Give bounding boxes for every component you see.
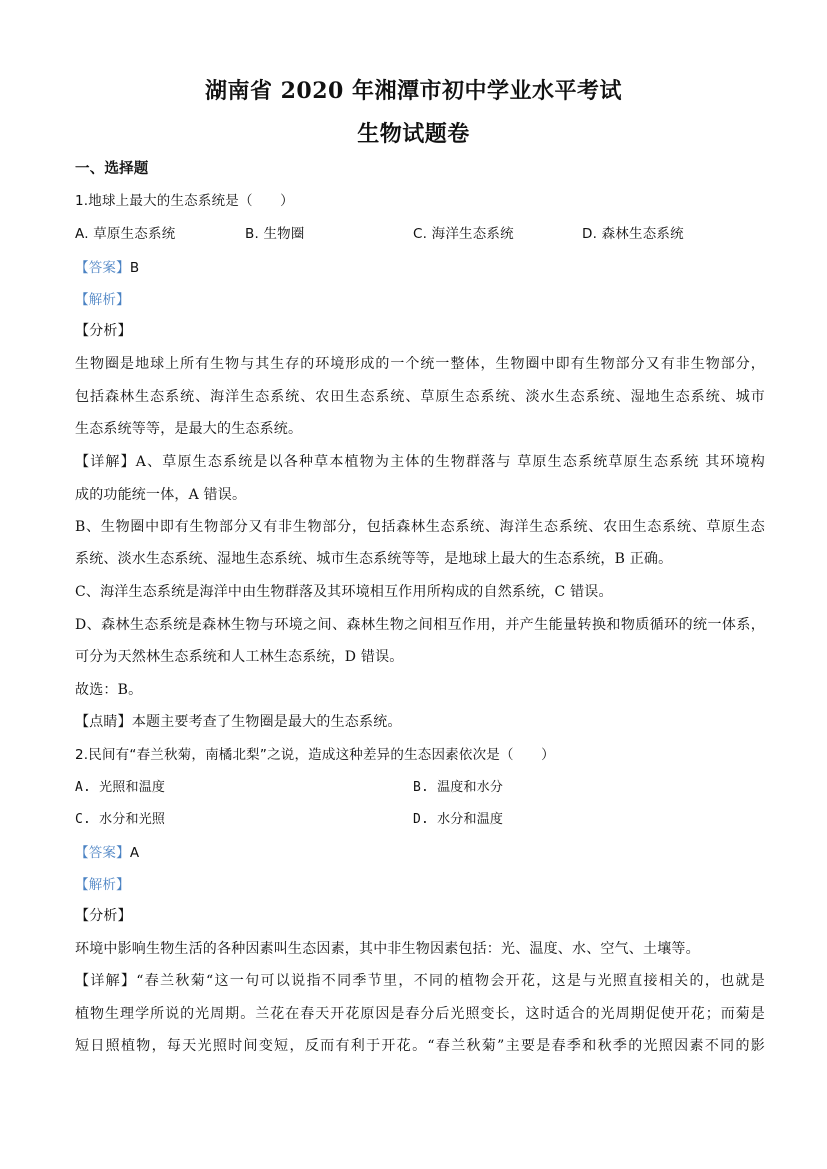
q1-xiangjie-line-4: 系统、淡水生态系统、湿地生态系统、城市生态系统等等，是地球上最大的生态系统，B 正确。 — [75, 551, 673, 567]
q2-option-b: B. 温度和水分 — [413, 780, 504, 795]
q1-fenxi-line-3: 生态系统等等，是最大的生态系统。 — [75, 421, 303, 437]
section-heading: 一、选择题 — [75, 161, 149, 177]
q2-xiangjie-line-2: 植物生理学所说的光周期。兰花在春天开花原因是春分后光照变长，这时适合的光周期促使开花；而菊是 — [75, 1006, 765, 1022]
q1-xiangjie-line-6: D、森林生态系统是森林生物与环境之间、森林生物之间相互作用，并产生能量转换和物质循环的统一体系， — [75, 617, 765, 633]
q1-dianjing: 【点睛】本题主要考查了生物圈是最大的生态系统。 — [75, 714, 402, 730]
q2-xiangjie-line-1: 【详解】“春兰秋菊“这一句可以说指不同季节里，不同的植物会开花，这是与光照直接相关的，也就是 — [75, 973, 765, 989]
q2-analysis-tag: 【解析】 — [75, 877, 130, 893]
q1-xiangjie-line-1: 【详解】A、草原生态系统是以各种草本植物为主体的生物群落与 草原生态系统草原生态系统 其环境构 — [75, 454, 765, 470]
q2-stem: 2.民间有“春兰秋菊，南橘北梨”之说，造成这种差异的生态因素依次是（ ） — [75, 747, 555, 763]
q2-fenxi-line-1: 环境中影响生物生活的各种因素叫生态因素，其中非生物因素包括：光、温度、水、空气、土壤等。 — [75, 941, 700, 957]
q1-option-b: B. 生物圈 — [245, 226, 305, 242]
q1-fenxi-line-1: 生物圈是地球上所有生物与其生存的环境形成的一个统一整体，生物圈中即有生物部分又有非生物部分， — [75, 356, 765, 372]
q1-conclusion: 故选：B。 — [75, 682, 143, 698]
answer-tag: 【答案】 — [75, 260, 130, 276]
answer-tag: 【答案】 — [75, 845, 130, 861]
q1-option-a: A. 草原生态系统 — [75, 226, 176, 242]
q2-option-d: D. 水分和温度 — [413, 812, 504, 827]
q2-options-row-1 — [75, 776, 765, 796]
q2-xiangjie-line-3: 短日照植物，每天光照时间变短，反而有利于开花。“春兰秋菊”主要是春季和秋季的光照因素不同的影 — [75, 1038, 765, 1054]
q1-options — [75, 222, 765, 242]
q1-xiangjie-line-5: C、海洋生态系统是海洋中由生物群落及其环境相互作用所构成的自然系统，C 错误。 — [75, 584, 613, 600]
q1-fenxi-line-2: 包括森林生态系统、海洋生态系统、农田生态系统、草原生态系统、淡水生态系统、湿地生态系统、城市 — [75, 389, 765, 405]
q2-options-row-2 — [75, 808, 765, 828]
q1-xiangjie-line-7: 可分为天然林生态系统和人工林生态系统，D 错误。 — [75, 649, 404, 665]
q2-option-a: A. 光照和温度 — [75, 780, 166, 795]
answer-value: A — [129, 845, 140, 861]
answer-value: B — [129, 260, 140, 276]
q1-fenxi-tag: 【分析】 — [75, 323, 132, 339]
q2-option-c: C. 水分和光照 — [75, 812, 166, 827]
q1-option-d: D. 森林生态系统 — [582, 226, 684, 242]
q2-fenxi-tag: 【分析】 — [75, 908, 132, 924]
document-title: 湖南省 2020 年湘潭市初中学业水平考试 — [204, 78, 623, 104]
q1-xiangjie-line-3: B、生物圈中即有生物部分又有非生物部分，包括森林生态系统、海洋生态系统、农田生态系统、草原生态 — [75, 519, 765, 535]
q2-answer — [75, 841, 765, 861]
q1-option-c: C. 海洋生态系统 — [413, 226, 514, 242]
q1-analysis-tag: 【解析】 — [75, 292, 130, 308]
q1-stem: 1.地球上最大的生态系统是（ ） — [75, 193, 294, 209]
q1-xiangjie-line-2: 成的功能统一体，A 错误。 — [75, 487, 247, 503]
document-subtitle: 生物试题卷 — [357, 121, 470, 147]
q1-answer — [75, 256, 765, 276]
